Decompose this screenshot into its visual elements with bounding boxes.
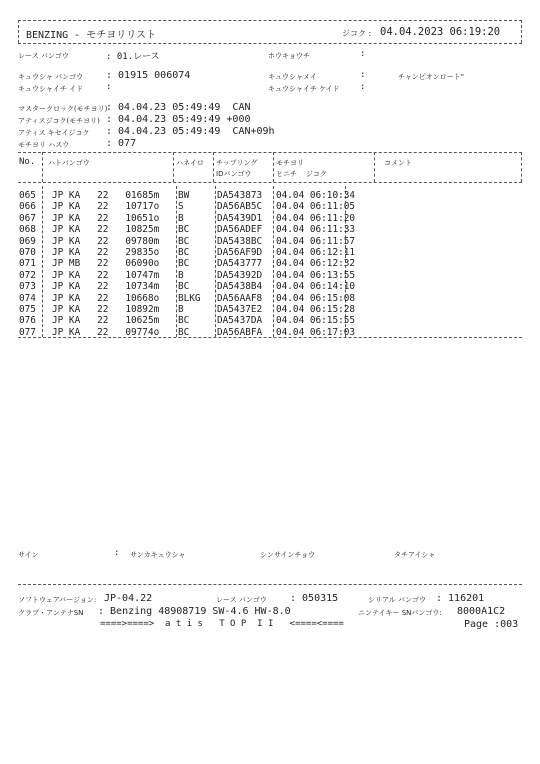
row-number: 067 (19, 212, 36, 224)
arrival-datetime: 04.04 06:12:32 (276, 258, 356, 270)
ring-number: JP KA 22 09774o (52, 326, 160, 338)
ring-number: JP KA 22 10651o (52, 212, 160, 224)
page-number: Page :003 (464, 619, 519, 630)
software-value: JP-04.22 (104, 593, 153, 604)
chip-id: DA543873 (217, 190, 263, 201)
arrival-datetime: 04.04 06:11:57 (276, 235, 356, 247)
ring-number: JP KA 22 10668o (52, 292, 160, 304)
footer-race-no-value: : 050315 (290, 593, 339, 604)
club-antenna-label: クラブ・アンテナSN (18, 609, 84, 617)
race-no-label: レース バンゴウ (18, 52, 69, 60)
club-no-label: キュウシャ バンゴウ (18, 73, 84, 81)
arrival-datetime: 04.04 06:11:05 (276, 201, 356, 213)
col-ring-header: ハトバンゴウ (48, 159, 90, 167)
col-remarks-header: コメント (384, 159, 412, 167)
chip-id: DA5438B4 (217, 281, 263, 293)
row-number: 076 (19, 315, 36, 327)
chip-id: DA5437E2 (217, 304, 263, 315)
feather-color: BC (178, 247, 190, 258)
club-no-value: : 01915 006074 (106, 70, 191, 81)
ring-number: JP KA 22 10892m (52, 304, 160, 315)
ring-number: JP KA 22 01685m (52, 190, 160, 201)
chip-id: DA54392D (217, 269, 263, 281)
club-location2-value: : (360, 82, 366, 92)
row-number: 065 (19, 190, 36, 201)
arrival-datetime: 04.04 06:15:08 (276, 292, 356, 304)
feather-color: BC (178, 258, 190, 270)
col-feather-header: ハネイロ (176, 159, 204, 167)
master-clock-value: : 04.04.23 05:49:49 CAN (106, 102, 251, 113)
arrival-datetime: 04.04 06:12:11 (276, 247, 356, 258)
atis-time-label: アティスジコク(モチヨリ) (18, 117, 100, 125)
feather-color: BC (178, 281, 190, 293)
row-number: 066 (19, 201, 36, 213)
members-label: サンカキュウシャ (130, 551, 186, 559)
chip-id: DA56AB5C (217, 201, 263, 213)
feather-color: B (178, 212, 184, 224)
master-clock-label: マスタークロック(モチヨリ) (18, 105, 108, 113)
unit-sn-value: 8000A1C2 (457, 606, 506, 617)
arrival-datetime: 04.04 06:13:55 (276, 269, 356, 281)
feather-color: BW (178, 190, 190, 201)
serial-value: : 116201 (436, 593, 485, 604)
chip-id: DA5439D1 (217, 212, 263, 224)
arrival-datetime: 04.04 06:11:33 (276, 224, 356, 236)
report-title: BENZING - モチヨリリスト (26, 30, 157, 41)
ring-number: JP MB 22 06090o (52, 258, 160, 270)
club-location-value: : (106, 82, 112, 92)
footer-race-no-label: レース バンゴウ (216, 596, 267, 604)
chip-id: DA5437DA (217, 315, 263, 327)
ring-number: JP KA 22 29835o (52, 247, 160, 258)
report-location-value: : (360, 49, 366, 59)
ring-number: JP KA 22 10747m (52, 269, 160, 281)
ring-number: JP KA 22 10717o (52, 201, 160, 213)
atis-time-value: : 04.04.23 05:49:49 +000 (106, 114, 251, 125)
serial-label: シリアル バンゴウ (368, 596, 426, 604)
feather-color: BC (178, 326, 190, 338)
arrival-datetime: 04.04 06:10:34 (276, 190, 356, 201)
atis-standard-time-label: アティス キセイジコク (18, 129, 90, 137)
row-number: 077 (19, 326, 36, 338)
attendant-label: タチアイシャ (394, 551, 436, 559)
time-label: ジコク : (342, 29, 372, 38)
club-antenna-value: : Benzing 48908719 SW-4.6 HW-8.0 (98, 606, 291, 617)
col-datetime-header-2: ヒニチ ジコク (276, 170, 327, 178)
feather-color: S (178, 201, 184, 213)
col-no-header: No. (19, 157, 36, 167)
club-location2-label: キュウシャイチ ケイド (268, 85, 340, 93)
col-chip-header-1: チップリング (216, 159, 258, 167)
arrival-datetime: 04.04 06:15:28 (276, 304, 356, 315)
feather-color: B (178, 269, 184, 281)
feather-color: BC (178, 224, 190, 236)
row-number: 074 (19, 292, 36, 304)
club-name-value: チャンピオンロート" (398, 73, 465, 81)
bird-count-value: : 077 (106, 138, 137, 149)
sign-colon: : (114, 548, 120, 558)
row-number: 073 (19, 281, 36, 293)
unit-sn-label: ニンテイキー SNバンゴウ: (358, 609, 442, 617)
sign-label: サイン (18, 551, 39, 559)
arrival-datetime: 04.04 06:17:03 (276, 326, 356, 338)
col-chip-header-2: IDバンゴウ (216, 170, 252, 178)
arrival-datetime: 04.04 06:14:10 (276, 281, 356, 293)
bird-count-label: モチヨリ ハスウ (18, 141, 70, 149)
chip-id: DA56ADEF (217, 224, 263, 236)
row-number: 068 (19, 224, 36, 236)
club-location-label: キュウシャイチ イド (18, 85, 84, 93)
atis-standard-time-value: : 04.04.23 05:49:49 CAN+09h (106, 126, 275, 137)
header-datetime: 04.04.2023 06:19:20 (380, 26, 501, 38)
ring-number: JP KA 22 10625m (52, 315, 160, 327)
arrival-datetime: 04.04 06:15:55 (276, 315, 356, 327)
chip-id: DA56AF9D (217, 247, 263, 258)
chip-id: DA543777 (217, 258, 263, 270)
chip-id: DA56AAF8 (217, 292, 263, 304)
feather-color: BLKG (178, 292, 201, 304)
chip-id: DA5438BC (217, 235, 263, 247)
witness-label: シンサインチョウ (260, 551, 316, 559)
chip-id: DA56ABFA (217, 326, 263, 338)
software-label: ソフトウェアバージョン: (18, 596, 97, 604)
ring-number: JP KA 22 10734m (52, 281, 160, 293)
row-number: 072 (19, 269, 36, 281)
ring-number: JP KA 22 09780m (52, 235, 160, 247)
feather-color: B (178, 304, 184, 315)
feather-color: BC (178, 235, 190, 247)
race-no-value: : 01.レース (106, 52, 160, 62)
feather-color: BC (178, 315, 190, 327)
atis-nav-line: ====>====> a t i s T O P I I <====<==== (100, 619, 344, 629)
club-name-label: キュウシャメイ (268, 73, 317, 81)
row-number: 069 (19, 235, 36, 247)
row-number: 075 (19, 304, 36, 315)
arrival-datetime: 04.04 06:11:20 (276, 212, 356, 224)
col-datetime-header-1: モチヨリ (276, 159, 304, 167)
row-number: 070 (19, 247, 36, 258)
club-name-colon: : (360, 70, 366, 80)
ring-number: JP KA 22 10825m (52, 224, 160, 236)
row-number: 071 (19, 258, 36, 270)
report-location-label: ホウキョウチ (268, 52, 310, 60)
